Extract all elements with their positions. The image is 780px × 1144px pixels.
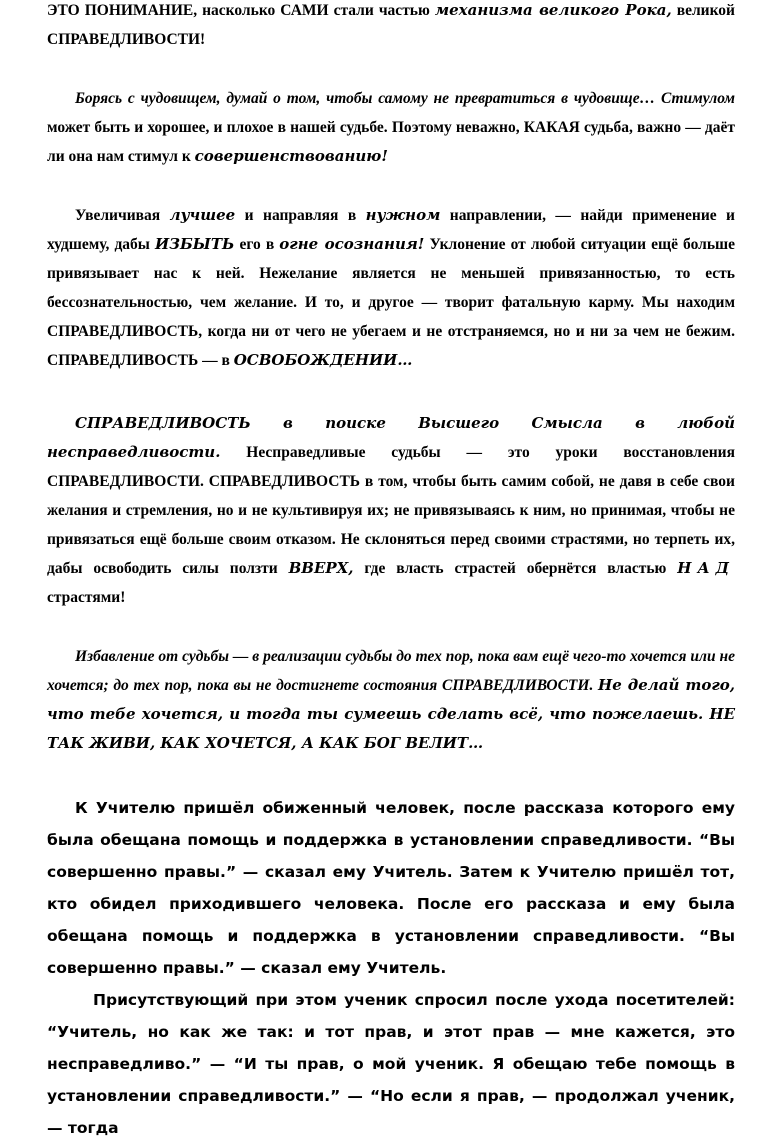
spacer [47, 612, 735, 642]
p5-emphasis-commandment: Не делай того, что тебе хочется, и тогда ты сумеешь сделать всё, что пожелаешь. НЕ ТАК ЖИВИ, КАК ХОЧЕТСЯ, А КАК БОГ ВЕЛИТ… [47, 676, 735, 752]
p3-text-i: Уклонение от любой ситуации ещё больше привязывает нас к ней. Нежелание является не меньшей привязанностью, то есть бессознательностью, чем желание. И то, и другое — творит фатальную карму. Мы находим СПРАВЕДЛИВОСТЬ, когда ни от чего не убегаем и не отстраняемся, но и ни за чем не бежим. СПРАВЕДЛИВОСТЬ — в [47, 236, 735, 369]
spacer [47, 375, 735, 409]
spacer [47, 758, 735, 792]
p4-emphasis-heading: СПРАВЕДЛИВОСТЬ в поиске Высшего Смысла в любой несправедливости. [47, 414, 735, 461]
paragraph-1 [47, 0, 735, 54]
document-page [47, 0, 735, 1144]
p4-text-d: где власть страстей обернётся властью [353, 560, 678, 577]
p4-text-b: Несправедливые судьбы — это уроки восстановления СПРАВЕДЛИВОСТИ. СПРАВЕДЛИВОСТЬ в том, чтобы быть самим собой, не давя в себе свои желания и стремления, но и не культивируя их; не привязываясь к ним, но принимая, чтобы не привязаться ещё больше своим отказом. Не склоняться перед своими страстями, но терпеть их, дабы освободить силы ползти [47, 444, 735, 577]
paragraph-5 [47, 642, 735, 758]
p2-text-b: может быть и хорошее, и плохое в нашей судьбе. Поэтому неважно, КАКАЯ судьба, важно — даёт ли она нам стимул к [47, 119, 735, 165]
p3-text-a: Увеличивая [75, 207, 170, 224]
spacer [47, 171, 735, 201]
p1-text-c: великой СПРАВЕДЛИВОСТИ! [47, 2, 735, 48]
p5-italic-text: Избавление от судьбы — в реализации судьбы до тех пор, пока вам ещё чего-то хочется или не хочется; до тех пор, пока вы не достигнете состояния СПРАВЕДЛИВОСТИ. [47, 648, 735, 694]
paragraph-4 [47, 409, 735, 612]
paragraph-6: К Учителю пришёл обиженный человек, после рассказа которого ему была обещана помощь и поддержка в установлении справедливости. “Вы совершенно правы.” — сказал ему Учитель. Затем к Учителю пришёл тот, кто обидел приходившего человека. После его рассказа и ему была обещана помощь и поддержка в установлении справедливости. “Вы совершенно правы.” — сказал ему Учитель. [47, 799, 735, 977]
p2-emphasis-perfection: совершенствованию! [194, 147, 388, 165]
p3-emphasis-outlive: ИЗБЫТЬ [155, 235, 235, 253]
paragraph-3 [47, 201, 735, 375]
spacer [47, 54, 735, 84]
paragraph-7: Присутствующий при этом ученик спросил после ухода посетителей: “Учитель, но как же так: и тот прав, и этот прав — мне кажется, это несправедливо.” — “И ты прав, о мой ученик. Я обещаю тебе помощь в установлении справедливости.” — “Но если я прав, — продолжал ученик, — тогда [47, 991, 735, 1137]
p1-text-a: ЭТО ПОНИМАНИЕ, насколько САМИ стали частью [47, 2, 435, 19]
p4-text-f: страстями! [47, 589, 126, 606]
p2-italic-lead: Борясь с чудовищем, думай о том, чтобы самому не превратиться в чудовище… Стимулом [75, 90, 735, 107]
p3-text-e: направлении, — найди применение и худшему, дабы [47, 207, 735, 253]
p3-emphasis-liberation: ОСВОБОЖДЕНИИ… [233, 351, 413, 369]
p3-emphasis-fire: огне осознания! [279, 235, 425, 253]
p4-emphasis-up: ВВЕРХ, [288, 559, 354, 577]
p1-emphasis-fate: механизма великого Рока, [434, 1, 672, 19]
p3-text-g: его в [234, 236, 280, 253]
p3-text-c: и направляя в [235, 207, 366, 224]
p3-emphasis-needed: нужном [365, 206, 441, 224]
p4-emphasis-over: НАД [677, 559, 736, 577]
paragraph-2 [47, 84, 735, 171]
p3-emphasis-best: лучшее [169, 206, 236, 224]
